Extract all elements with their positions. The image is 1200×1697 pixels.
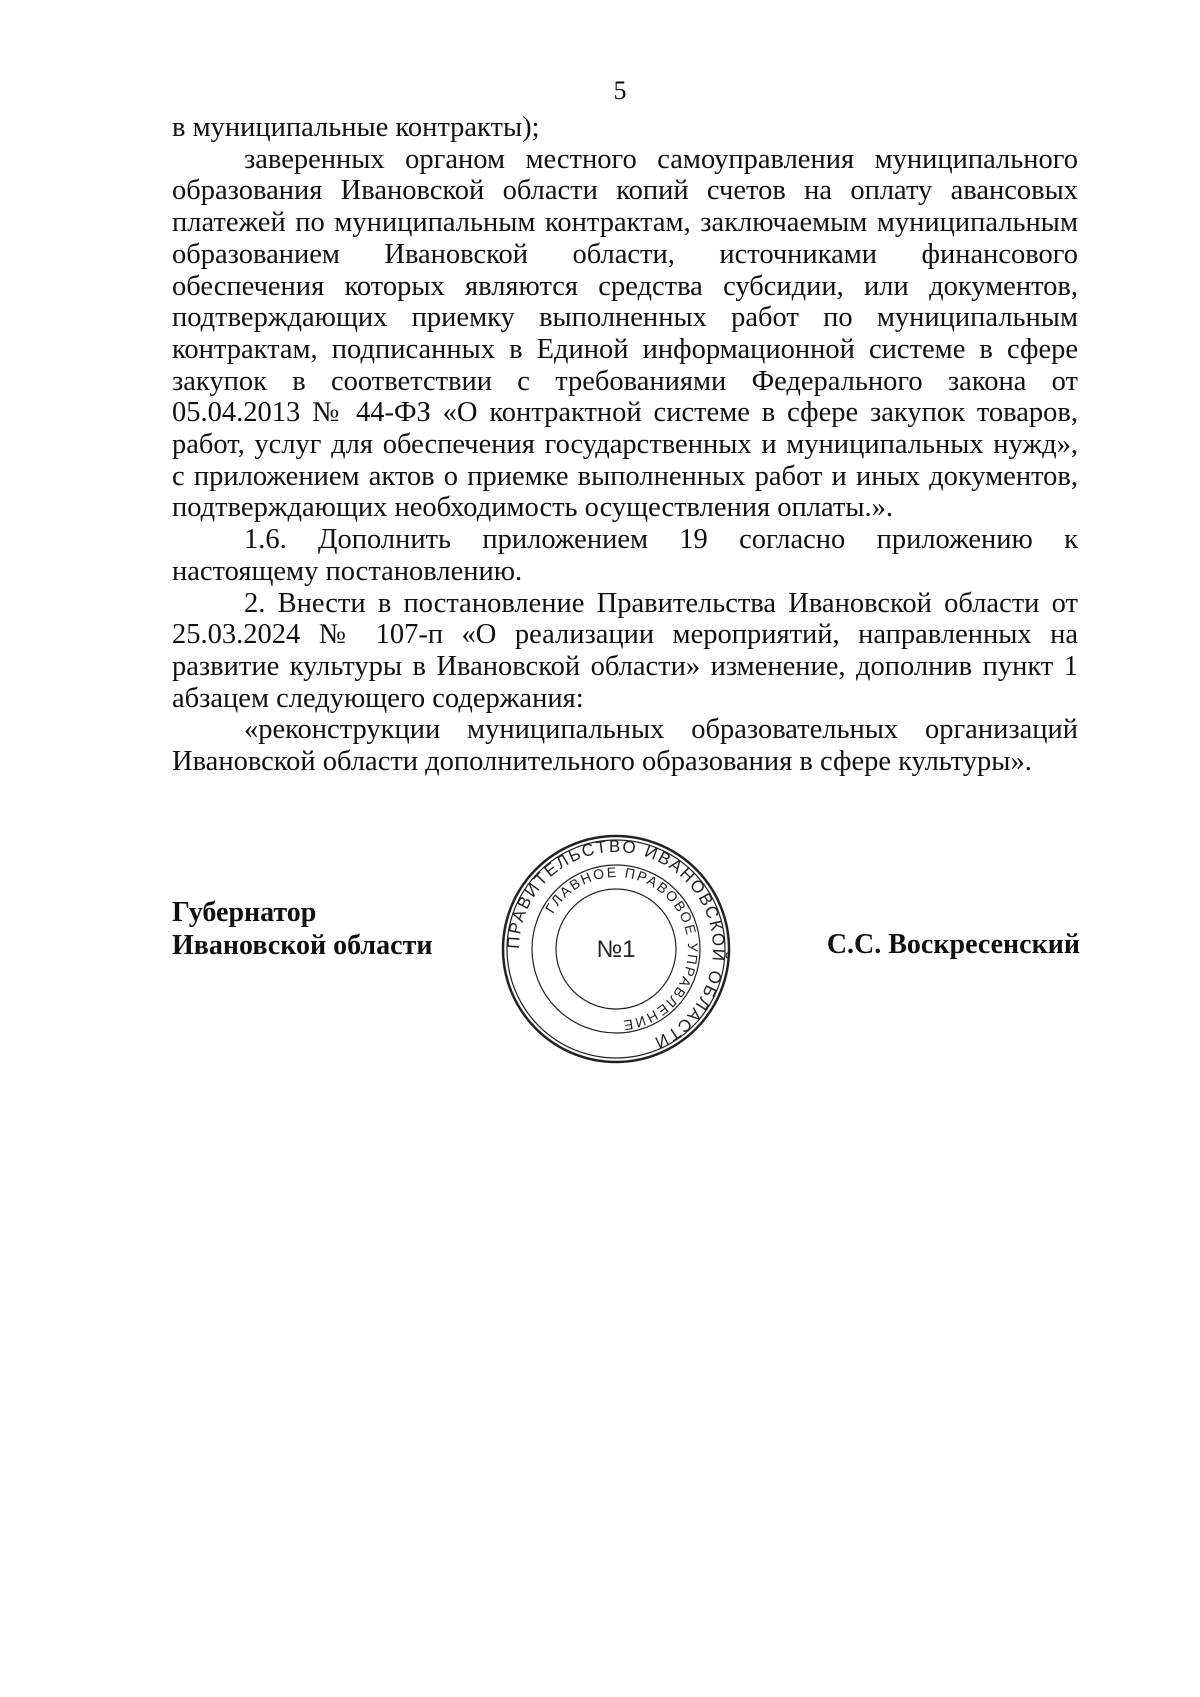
paragraph-item-1-6: 1.6. Дополнить приложением 19 согласно приложению к настоящему постановлению. (172, 524, 1078, 587)
document-body (172, 112, 1078, 778)
signatory-position-line1: Губернатор (172, 897, 317, 928)
signatory-position (172, 896, 432, 962)
signatory-name: С.С. Воскресенский (826, 929, 1080, 960)
page-number: 5 (613, 76, 627, 105)
stamp-number: №1 (596, 936, 636, 963)
official-stamp (500, 833, 732, 1065)
signatory-position-line2: Ивановской области (172, 930, 433, 961)
paragraph-contracts-end: в муниципальные контракты); (172, 112, 540, 143)
paragraph-quoted-addition: «реконструкции муниципальных образовательных организаций Ивановской области дополнительного образования в сфере культуры». (172, 714, 1078, 778)
paragraph-certified-copies: заверенных органом местного самоуправления муниципального образования Ивановской области копий счетов на оплату авансовых платежей по муниципальным контрактам, заключаемым муниципальным образованием Ивановской области, источниками финансового обеспечения которых являются средства субсидии, или документов, подтверждающих приемку выполненных работ по муниципальным контрактам, подписанных в Единой информационной системе в сфере закупок в соответствии с требованиями Федерального закона от 05.04.2013 № 44-ФЗ «О контрактной системе в сфере закупок товаров, работ, услуг для обеспечения государственных и муниципальных нужд», с приложением актов о приемке выполненных работ и иных документов, подтверждающих необходимость осуществления оплаты.». (172, 143, 1078, 524)
stamp-outer-text: ПРАВИТЕЛЬСТВО ИВАНОВСКОЙ ОБЛАСТИ (503, 836, 729, 1053)
paragraph-item-2: 2. Внести в постановление Правительства Ивановской области от 25.03.2024 № 107-п «О реализации мероприятий, направленных на развитие культуры в Ивановской области» изменение, дополнив пункт 1 абзацем следующего содержания: (172, 587, 1078, 714)
stamp-inner-text: ГЛАВНОЕ ПРАВОВОЕ УПРАВЛЕНИЕ (541, 863, 702, 1034)
